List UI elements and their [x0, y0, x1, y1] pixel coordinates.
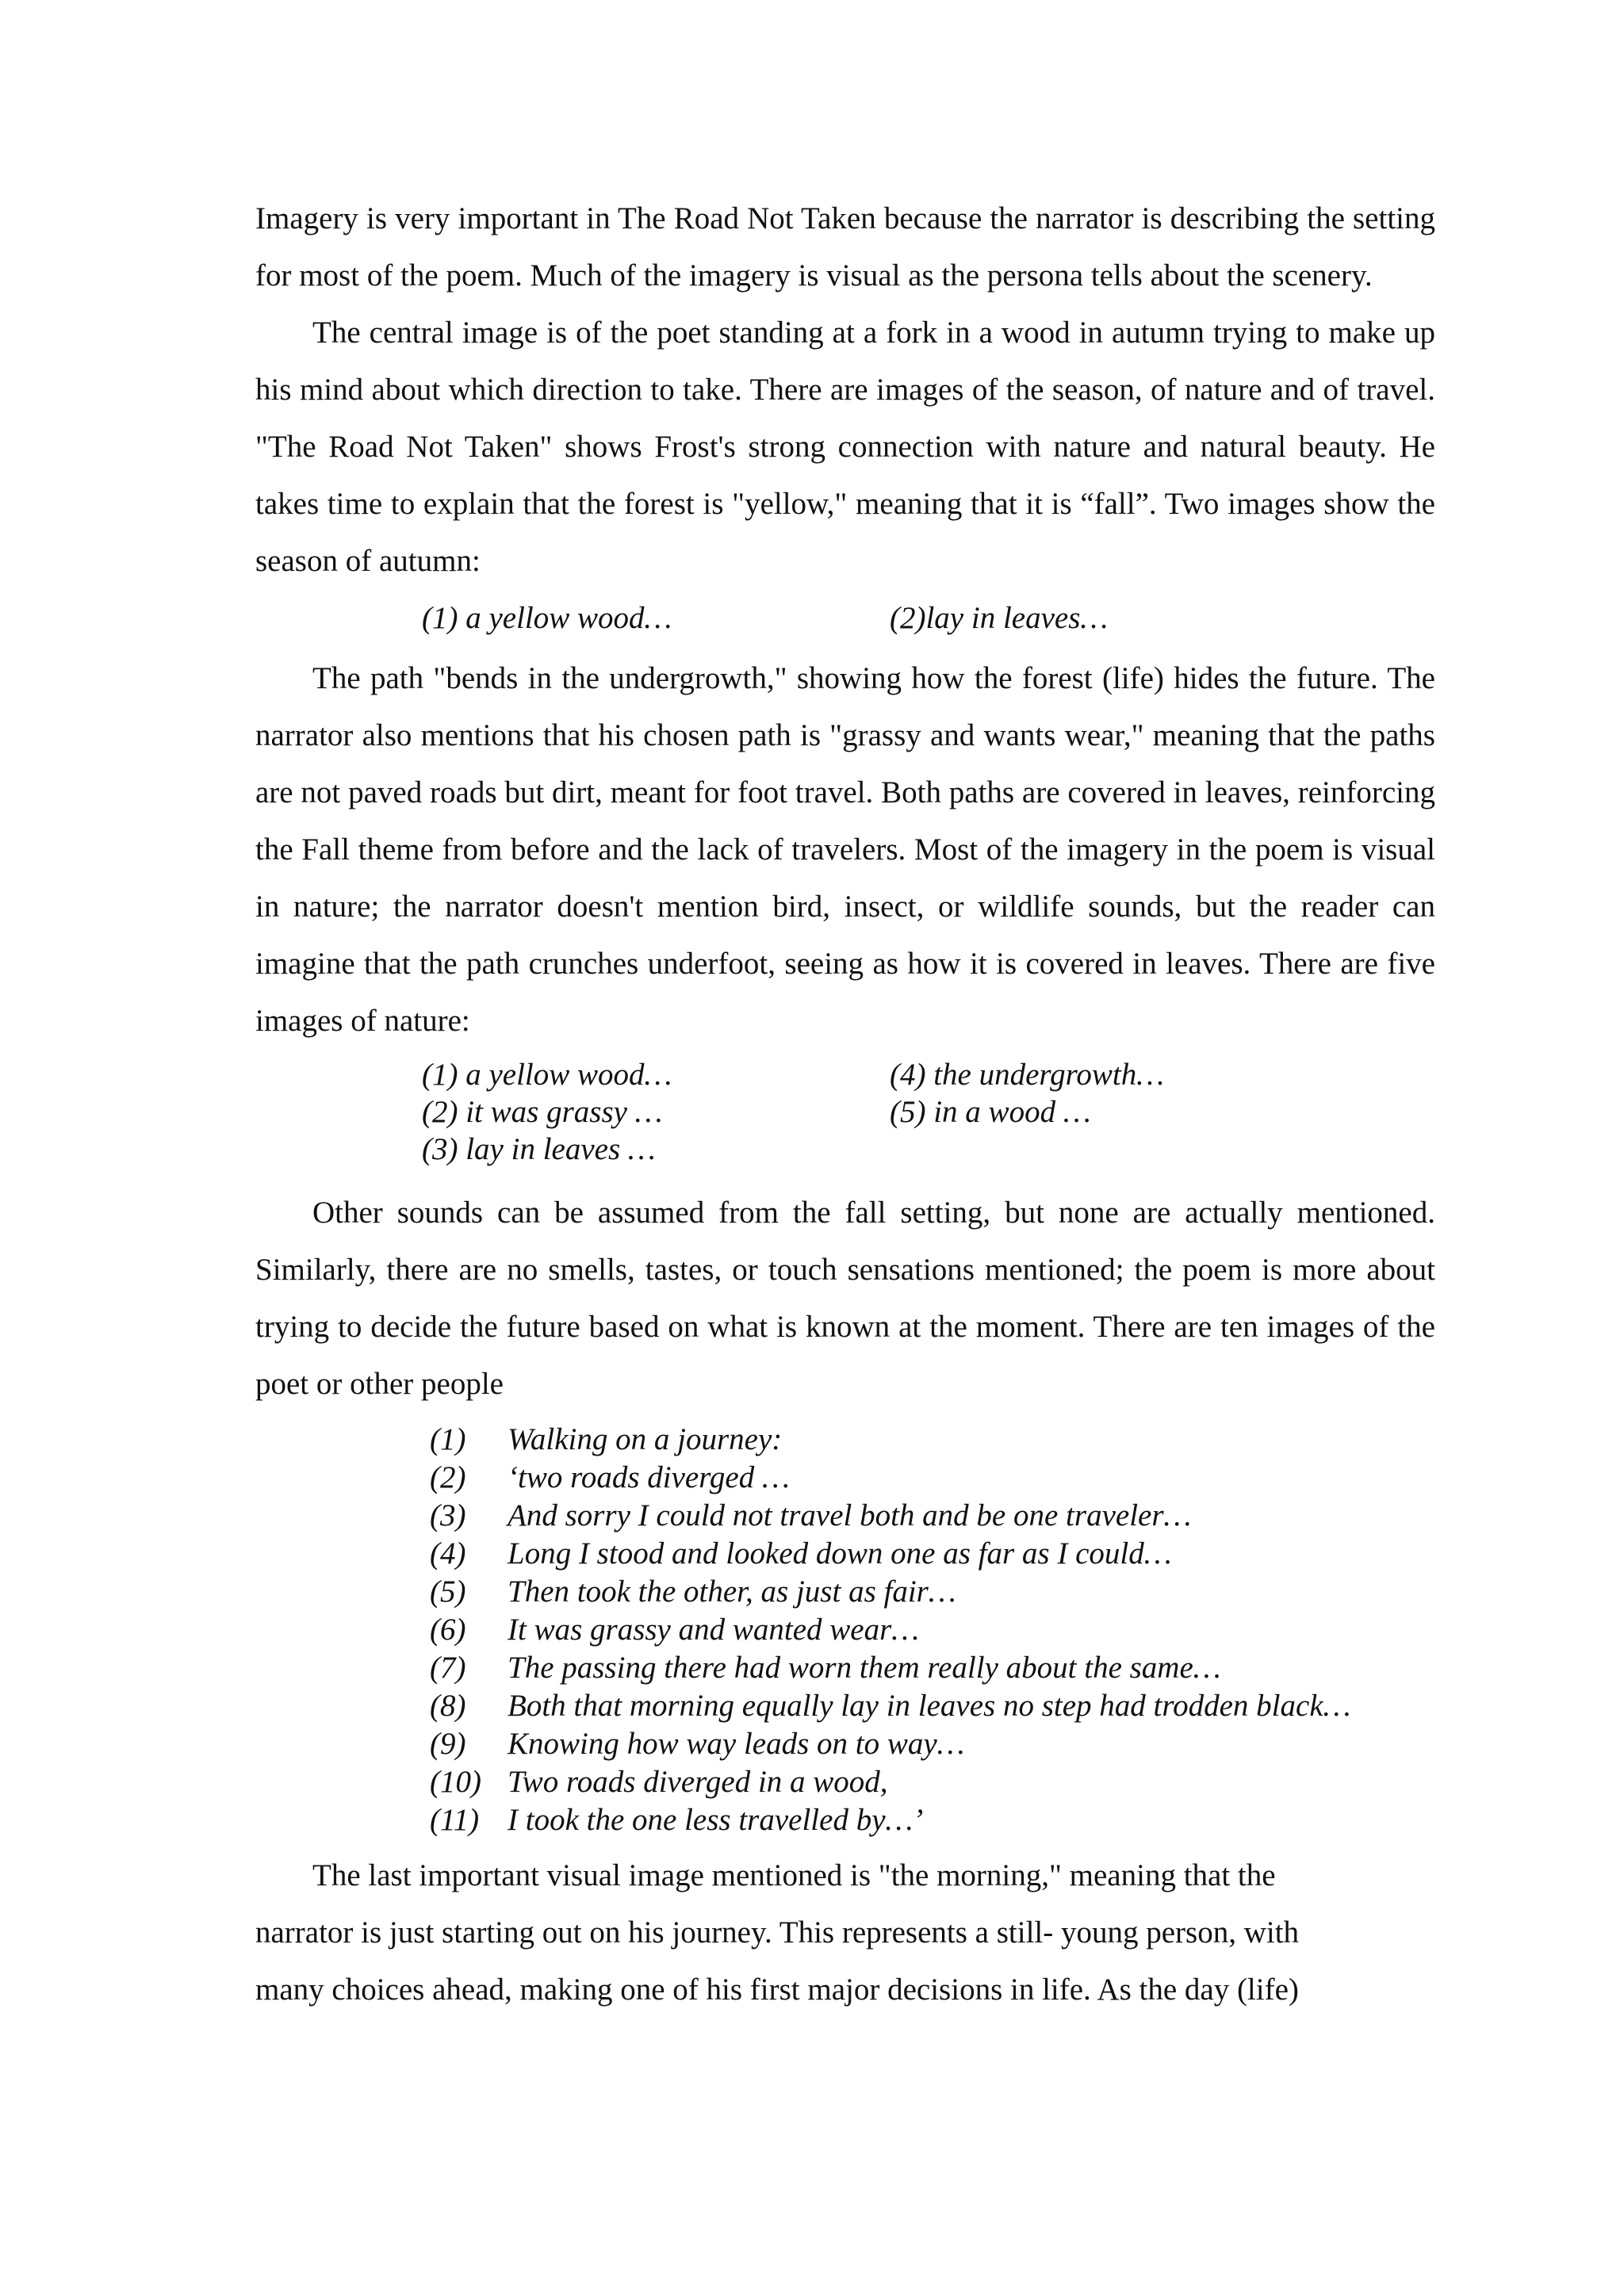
- nature-images-list: [255, 1050, 1435, 1184]
- people-image-item: [255, 1649, 1435, 1687]
- paragraph-morning-line1: The last important visual image mentioned is "the morning," meaning that the: [312, 1858, 1276, 1892]
- people-image-item: [255, 1725, 1435, 1763]
- autumn-image-item: (2)lay in leaves…: [890, 601, 1109, 635]
- people-image-text: It was grassy and wanted wear…: [508, 1613, 919, 1647]
- people-image-text: Long I stood and looked down one as far as I could…: [508, 1536, 1172, 1571]
- people-image-text: The passing there had worn them really about the same…: [508, 1651, 1221, 1685]
- people-image-number: (4): [430, 1536, 466, 1571]
- people-image-number: (11): [430, 1803, 480, 1837]
- people-image-item: [255, 1687, 1435, 1725]
- people-image-text: Knowing how way leads on to way…: [508, 1727, 965, 1761]
- people-image-text: Two roads diverged in a wood,: [508, 1765, 888, 1799]
- people-image-number: (10): [430, 1765, 481, 1799]
- people-image-text: I took the one less travelled by…’: [508, 1803, 924, 1837]
- paragraph-path-undergrowth: The path "bends in the undergrowth," showing how the forest (life) hides the future. The narrator also mentions that his chosen path is "grassy and wants wear," meaning that the paths are not paved roads but dirt, meant for foot travel. Both paths are covered in leaves, reinforcing the Fall theme from before and the lack of travelers. Most of the imagery in the poem is visual in nature; the narrator doesn't mention bird, insect, or wildlife sounds, but the reader can imagine that the path crunches underfoot, seeing as how it is covered in leaves. There are five images of nature:: [255, 661, 1435, 1038]
- people-image-number: (3): [430, 1498, 466, 1533]
- people-image-number: (6): [430, 1613, 466, 1647]
- people-image-text: ‘two roads diverged …: [508, 1460, 790, 1494]
- document-page: [255, 190, 1435, 2019]
- autumn-image-item: (1) a yellow wood…: [422, 601, 672, 635]
- paragraph-morning-line3: many choices ahead, making one of his first major decisions in life. As the day (life): [255, 1973, 1299, 2007]
- nature-image-item: (4) the undergrowth…: [890, 1058, 1164, 1092]
- people-image-text: Walking on a journey:: [508, 1422, 783, 1456]
- people-image-number: (2): [430, 1460, 466, 1494]
- people-image-number: (9): [430, 1727, 466, 1761]
- people-image-item: [255, 1801, 1435, 1839]
- paragraph-other-sounds: Other sounds can be assumed from the fall setting, but none are actually mentioned. Similarly, there are no smells, tastes, or touch sensations mentioned; the poem is more about trying to decide the future based on what is known at the moment. There are ten images of the poet or other people: [255, 1196, 1435, 1401]
- nature-image-item: (3) lay in leaves …: [422, 1132, 656, 1166]
- people-image-text: Then took the other, as just as fair…: [508, 1575, 956, 1609]
- nature-image-item: (1) a yellow wood…: [422, 1058, 672, 1092]
- paragraph-morning-line2: narrator is just starting out on his journey. This represents a still- young person, with: [255, 1915, 1300, 1950]
- nature-image-item: (5) in a wood …: [890, 1095, 1091, 1129]
- people-image-item: [255, 1611, 1435, 1649]
- people-image-text: And sorry I could not travel both and be one traveler…: [508, 1498, 1192, 1533]
- people-image-number: (1): [430, 1422, 466, 1456]
- people-image-number: (8): [430, 1689, 466, 1723]
- people-image-item: [255, 1459, 1435, 1497]
- people-image-text: Both that morning equally lay in leaves no step had trodden black…: [508, 1689, 1351, 1723]
- people-image-number: (5): [430, 1575, 466, 1609]
- paragraph-imagery-intro: Imagery is very important in The Road Not Taken because the narrator is describing the setting for most of the poem. Much of the imagery is visual as the persona tells about the scenery.: [255, 201, 1435, 293]
- autumn-images-list: [255, 590, 1435, 647]
- people-image-item: [255, 1573, 1435, 1611]
- nature-image-item: (2) it was grassy …: [422, 1095, 663, 1129]
- people-image-item: [255, 1535, 1435, 1573]
- people-image-number: (7): [430, 1651, 466, 1685]
- paragraph-central-image: The central image is of the poet standing at a fork in a wood in autumn trying to make up his mind about which direction to take. There are images of the season, of nature and of travel. "The Road Not Taken" shows Frost's strong connection with nature and natural beauty. He takes time to explain that the forest is "yellow," meaning that it is “fall”. Two images show the season of autumn:: [255, 316, 1435, 578]
- people-images-list: [255, 1421, 1435, 1839]
- people-image-item: [255, 1763, 1435, 1801]
- people-image-item: [255, 1421, 1435, 1459]
- people-image-item: [255, 1497, 1435, 1535]
